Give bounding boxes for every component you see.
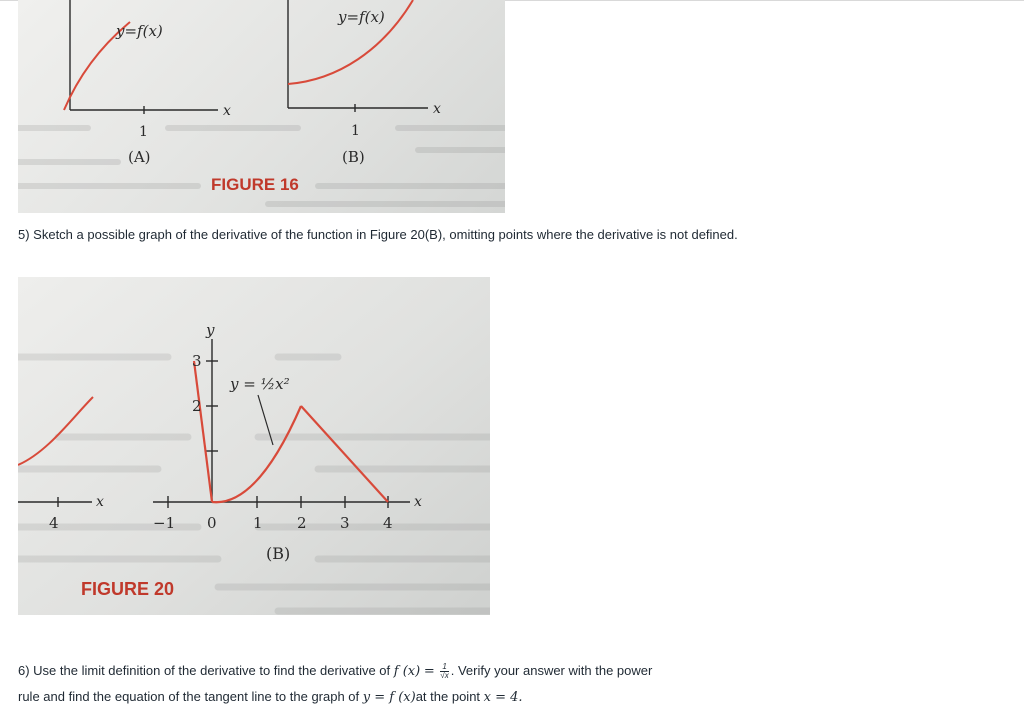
curve-left-segment xyxy=(194,361,212,502)
left-panel-tick-label: 4 xyxy=(49,514,59,532)
panel-a-curve-label: y=f(x) xyxy=(116,22,163,40)
fraction-numerator: 1 xyxy=(442,662,447,672)
figure-20-title: FIGURE 20 xyxy=(81,579,175,599)
panel-b-x-label: x xyxy=(433,101,441,117)
x-tick-label-1: 1 xyxy=(253,514,263,532)
figure-16-title: FIGURE 16 xyxy=(211,175,299,194)
x-tick-label-4: 4 xyxy=(383,514,393,532)
curve-label: y = ½x² xyxy=(230,375,290,393)
question-6-intro: 6) Use the limit definition of the derivative to find the derivative of xyxy=(18,663,391,678)
question-6-verify: . Verify your answer with the power xyxy=(450,663,653,678)
figure-16-image xyxy=(18,0,505,213)
figure-20-image xyxy=(18,277,490,615)
left-panel-x-label: x xyxy=(96,494,104,510)
point-x4: x = 4. xyxy=(483,690,523,705)
question-6-line-1 xyxy=(18,661,918,682)
x-tick-label-2: 2 xyxy=(297,514,307,532)
figure-20-caption: (B) xyxy=(266,544,291,563)
y-tick-label-3: 3 xyxy=(192,352,202,370)
x-axis-label: x xyxy=(414,494,422,510)
x-tick-label-0: 0 xyxy=(207,514,217,532)
x-tick-label-minus1: −1 xyxy=(153,514,176,532)
panel-a-caption: (A) xyxy=(128,148,151,166)
function-fx: f (x) xyxy=(393,664,421,679)
curve-right-segment xyxy=(301,406,388,502)
question-6-rule: rule and find the equation of the tangent line to the graph of xyxy=(18,689,360,704)
equation-y-fx: y = f (x) xyxy=(362,690,416,705)
panel-b-curve-label: y=f(x) xyxy=(338,8,385,26)
x-tick-label-3: 3 xyxy=(340,514,350,532)
fraction-denominator: √x xyxy=(440,671,449,681)
equals-sign: = xyxy=(423,664,435,679)
left-panel-curve xyxy=(18,397,93,465)
curve-parabola xyxy=(212,406,301,502)
figure-20-drawing xyxy=(18,277,490,615)
panel-a-x-label: x xyxy=(223,103,231,119)
panel-b-tick-label: 1 xyxy=(351,123,360,139)
question-6-line-2 xyxy=(18,687,918,708)
question-6-at-point: at the point xyxy=(415,689,481,704)
y-axis-label: y xyxy=(206,321,215,339)
panel-a-tick-label: 1 xyxy=(139,124,148,140)
panel-b-caption: (B) xyxy=(342,148,365,166)
question-5-text: 5) Sketch a possible graph of the derivative of the function in Figure 20(B), omitting points where the derivative is not defined. xyxy=(18,227,738,242)
fraction xyxy=(440,663,448,680)
figure-16-drawing xyxy=(18,0,505,213)
y-tick-label-2: 2 xyxy=(192,397,202,415)
